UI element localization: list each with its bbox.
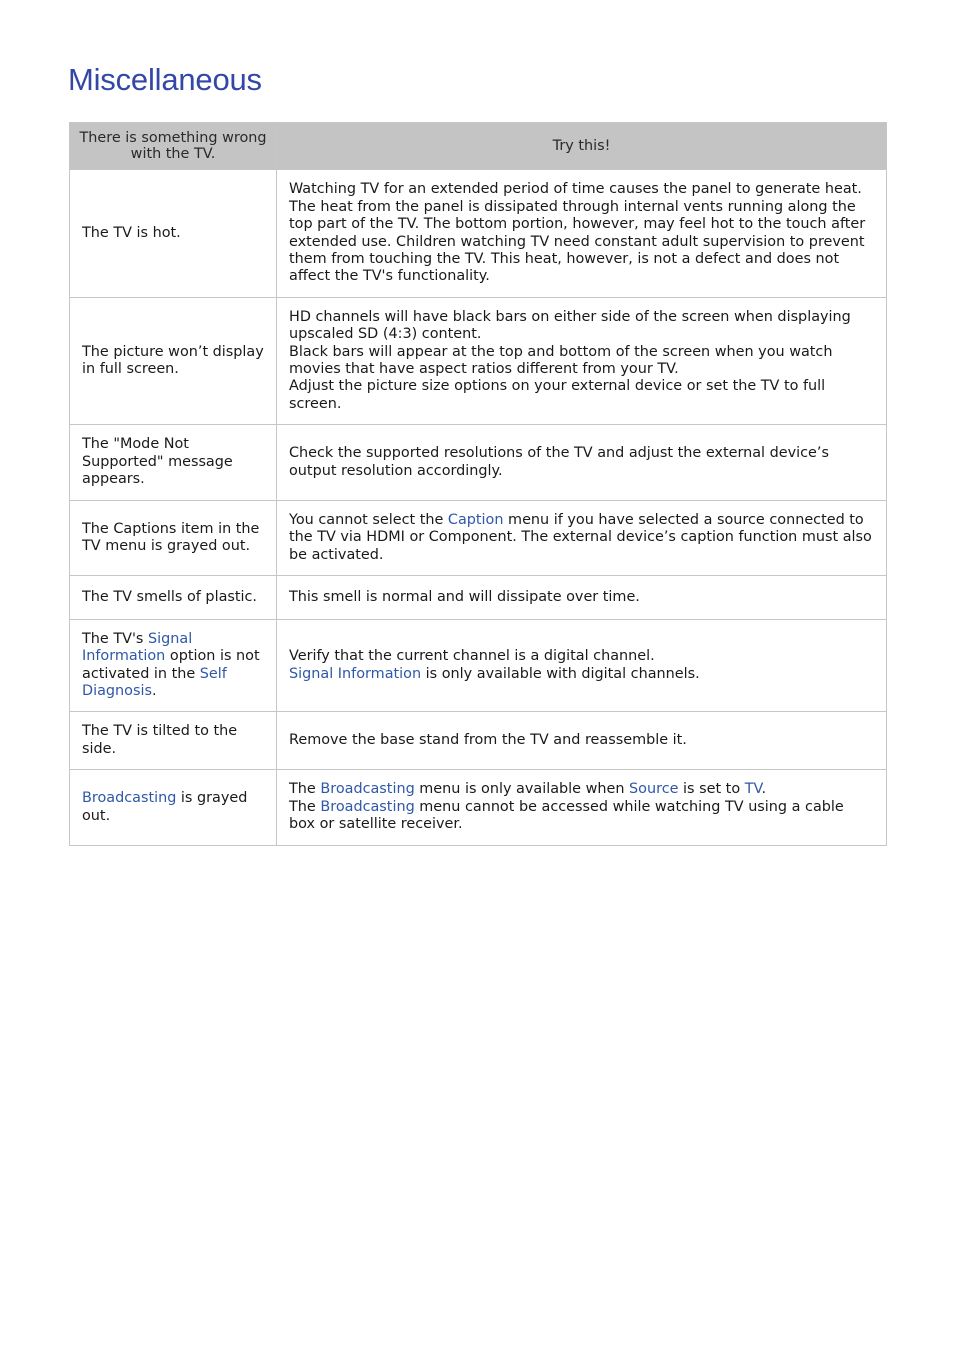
problem-cell: The Captions item in the TV menu is grayed out. <box>70 501 277 576</box>
table-row <box>70 501 887 576</box>
problem-cell: The TV is tilted to the side. <box>70 712 277 770</box>
solution-line <box>289 666 874 683</box>
broadcasting-link[interactable]: Broadcasting <box>320 781 415 798</box>
problem-cell: The "Mode Not Supported" message appears. <box>70 425 277 501</box>
solution-line: Black bars will appear at the top and bottom of the screen when you watch movies that have aspect ratios different from your TV. <box>289 343 833 377</box>
table-row <box>70 576 887 620</box>
text: The TV's <box>82 630 149 647</box>
table-header-row <box>70 123 887 170</box>
troubleshooting-table <box>69 122 887 846</box>
problem-cell: The TV smells of plastic. <box>70 576 277 620</box>
text: You cannot select the <box>289 511 448 528</box>
solution-cell <box>277 770 887 846</box>
broadcasting-link[interactable]: Broadcasting <box>82 790 177 807</box>
problem-cell <box>70 770 277 846</box>
solution-line: Adjust the picture size options on your external device or set the TV to full screen. <box>289 378 826 412</box>
table-row <box>70 425 887 501</box>
table-row <box>70 298 887 425</box>
text: is grayed out. <box>82 790 248 824</box>
solution-line: Verify that the current channel is a digital channel. <box>289 648 655 665</box>
solution-cell: Check the supported resolutions of the TV and adjust the external device’s output resolution accordingly. <box>277 425 887 501</box>
problem-cell: The TV is hot. <box>70 170 277 298</box>
problem-cell: The picture won’t display in full screen. <box>70 298 277 425</box>
table-row <box>70 620 887 712</box>
text: is set to <box>678 781 745 798</box>
solution-cell <box>277 620 887 712</box>
text: The <box>289 798 321 815</box>
text: The <box>289 781 321 798</box>
text: menu is only available when <box>414 781 630 798</box>
text: . <box>151 682 157 699</box>
table-row <box>70 770 887 846</box>
text: is only available with digital channels. <box>421 665 700 682</box>
solution-cell: This smell is normal and will dissipate over time. <box>277 576 887 620</box>
table-row <box>70 712 887 770</box>
text: menu cannot be accessed while watching TV using a cable box or satellite receiver. <box>289 798 844 833</box>
solution-line <box>289 781 874 798</box>
broadcasting-link[interactable]: Broadcasting <box>320 798 415 815</box>
self-diagnosis-link[interactable]: Self Diagnosis <box>82 665 227 699</box>
signal-information-link[interactable]: Signal Information <box>82 630 193 665</box>
tv-link[interactable]: TV <box>744 781 762 798</box>
text: option is not activated in the <box>82 648 260 682</box>
source-link[interactable]: Source <box>629 781 679 798</box>
solution-line: HD channels will have black bars on either side of the screen when displaying upscaled SD (4:3) content. <box>289 308 851 343</box>
signal-information-link[interactable]: Signal Information <box>289 665 422 682</box>
caption-menu-link[interactable]: Caption <box>447 511 504 528</box>
solution-cell <box>277 298 887 425</box>
problem-cell <box>70 620 277 712</box>
header-solution: Try this! <box>277 123 887 170</box>
solution-cell: Remove the base stand from the TV and reassemble it. <box>277 712 887 770</box>
solution-line <box>289 799 874 834</box>
text: . <box>761 781 767 798</box>
solution-cell: Watching TV for an extended period of time causes the panel to generate heat. The heat from the panel is dissipated through internal vents running along the top part of the TV. The bottom portion, however, may feel hot to the touch after extended use. Children watching TV need constant adult supervision to prevent them from touching the TV. This heat, however, is not a defect and does not affect the TV's functionality. <box>277 170 887 298</box>
page-title: Miscellaneous <box>68 62 262 97</box>
header-problem: There is something wrong with the TV. <box>70 123 277 170</box>
solution-cell <box>277 501 887 576</box>
text: menu if you have selected a source connected to the TV via HDMI or Component. The external device’s caption function must also be activated. <box>289 511 872 563</box>
table-row <box>70 170 887 298</box>
